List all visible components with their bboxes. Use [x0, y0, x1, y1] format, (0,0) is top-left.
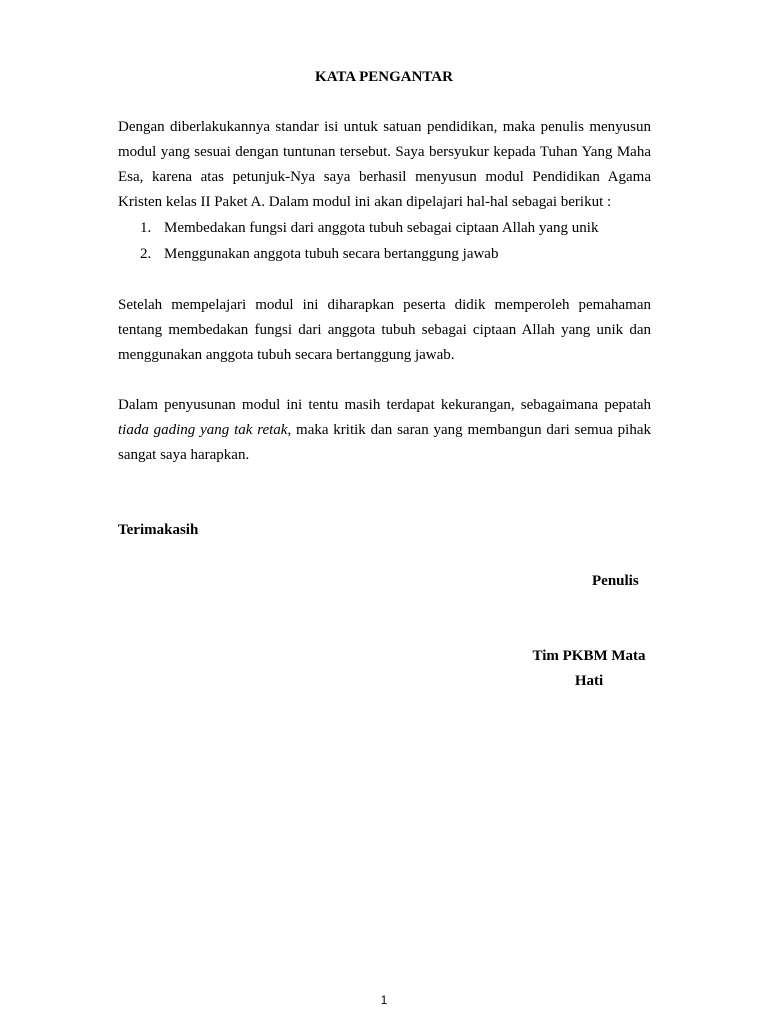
- closing-paragraph: [118, 393, 651, 468]
- author-team: [524, 644, 654, 694]
- author-team-line: Hati: [574, 673, 604, 689]
- list-item: [118, 241, 651, 267]
- list-item: [118, 215, 651, 241]
- page-number: 1: [380, 993, 388, 1007]
- list-item-text: Menggunakan anggota tubuh secara bertanggung jawab: [164, 246, 499, 262]
- list-item-number: 2.: [140, 246, 152, 262]
- list-item-number: 1.: [140, 220, 152, 236]
- proverb-text: tiada gading yang tak retak: [118, 422, 288, 438]
- topic-list: [118, 215, 651, 267]
- page-title: KATA PENGANTAR: [315, 69, 453, 85]
- spacer: [118, 267, 651, 293]
- intro-paragraph: Dengan diberlakukannya standar isi untuk satuan pendidikan, maka penulis menyusun modul yang sesuai dengan tuntunan tersebut. Saya bersyukur kepada Tuhan Yang Maha Esa, karena atas petunjuk-Nya saya berhasil menyusun modul Pendidikan Agama Kristen kelas II Paket A. Dalam modul ini akan dipelajari hal-hal sebagai berikut :: [118, 119, 651, 210]
- writer-label: Penulis: [592, 573, 639, 589]
- author-team-line: Tim PKBM Mata: [532, 648, 646, 664]
- signoff-text: Terimakasih: [118, 522, 199, 538]
- document-body: [118, 115, 651, 468]
- closing-text-end: , maka kritik dan saran yang membangun dari semua pihak sangat saya harapkan.: [118, 422, 652, 463]
- spacer: [118, 368, 651, 393]
- list-item-text: Membedakan fungsi dari anggota tubuh sebagai ciptaan Allah yang unik: [164, 220, 599, 236]
- closing-text-start: Dalam penyusunan modul ini tentu masih terdapat kekurangan, sebagaimana pepatah: [118, 397, 651, 413]
- goal-paragraph: Setelah mempelajari modul ini diharapkan peserta didik memperoleh pemahaman tentang membedakan fungsi dari anggota tubuh sebagai ciptaan Allah yang unik dan menggunakan anggota tubuh secara bertanggung jawab.: [118, 297, 651, 363]
